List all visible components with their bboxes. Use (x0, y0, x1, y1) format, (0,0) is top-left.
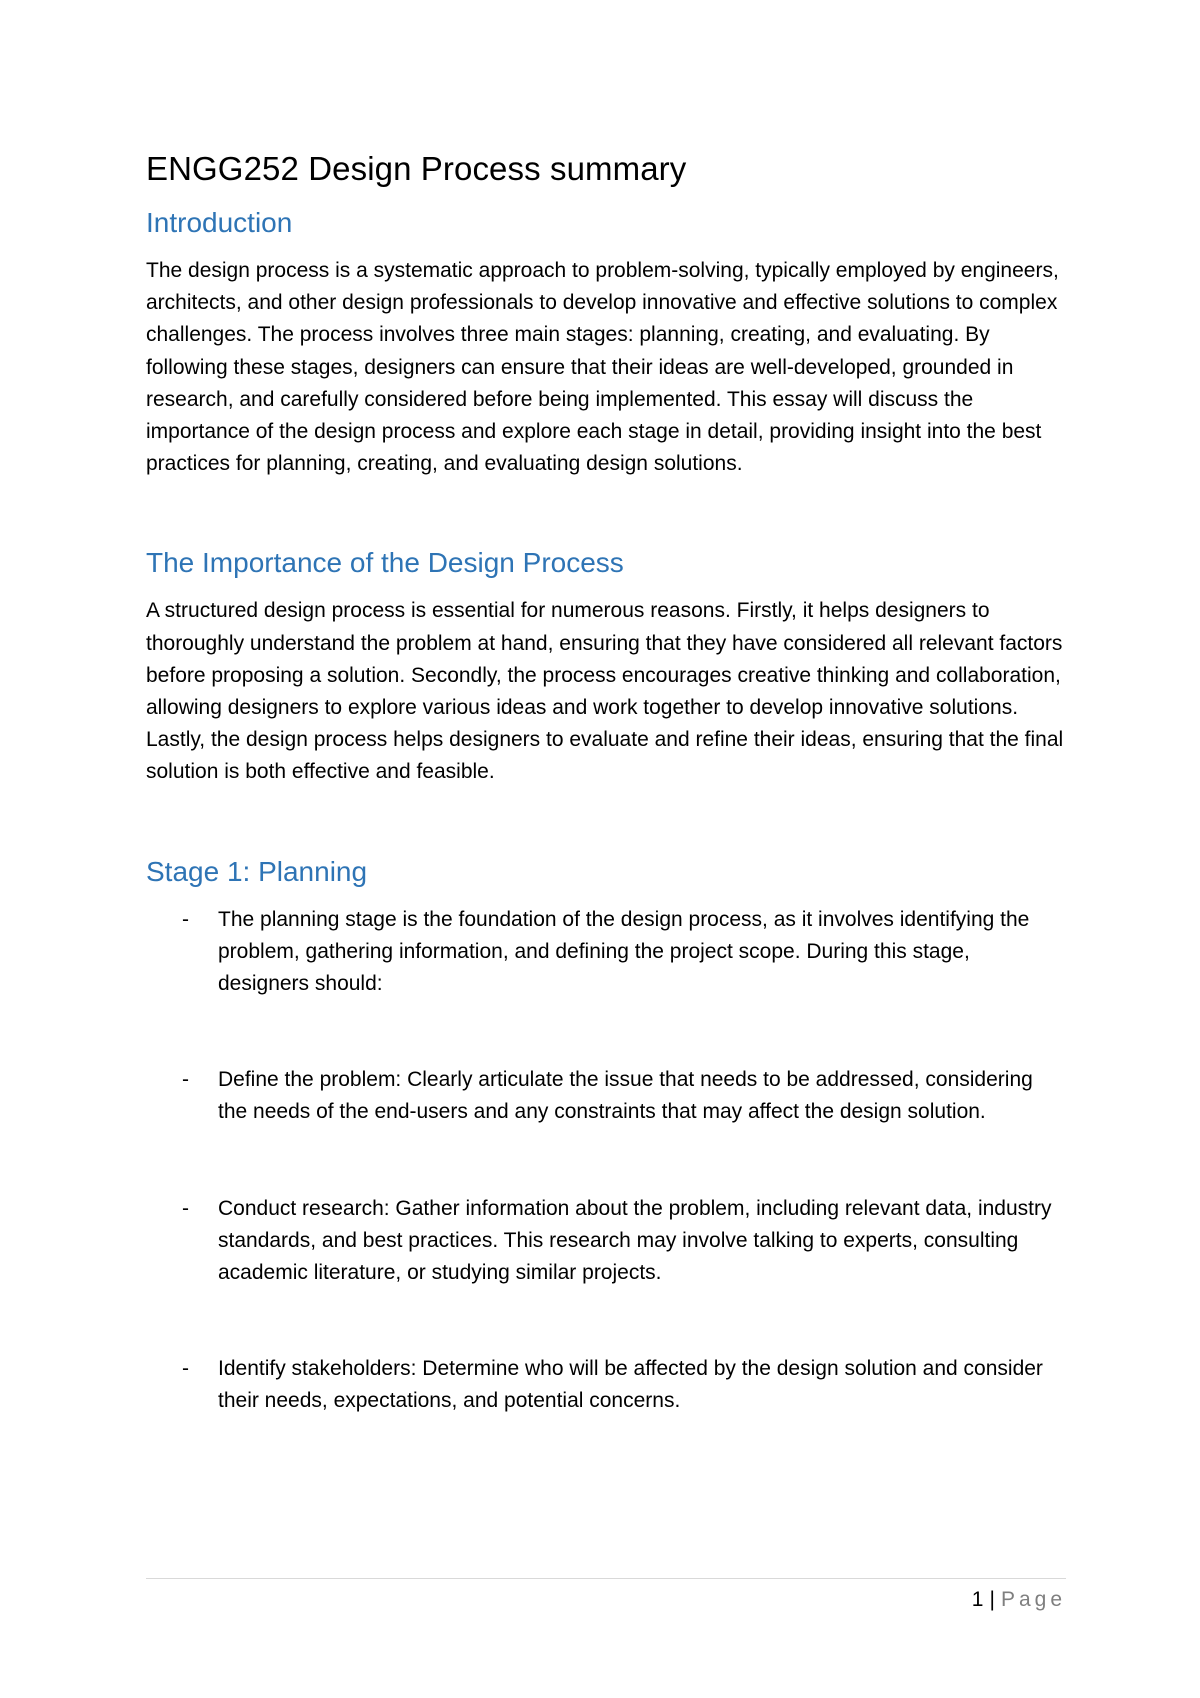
document-title: ENGG252 Design Process summary (146, 150, 687, 187)
page-label: Page (1000, 1588, 1066, 1611)
bullet-text: The planning stage is the foundation of the design process, as it involves identifying the problem, gathering information, and defining the project scope. During this stage, designers should: (218, 907, 1030, 996)
bullet-text: Identify stakeholders: Determine who will be affected by the design solution and consider their needs, expectations, and potential concerns. (218, 1357, 1043, 1413)
page-number: 1 (971, 1588, 984, 1611)
page-content (146, 148, 1066, 1482)
heading-importance: The Importance of the Design Process (146, 547, 624, 579)
bullet-item-planning-overview (146, 904, 1066, 1001)
heading-introduction: Introduction (146, 207, 293, 238)
dash-bullet-icon: - (182, 1068, 189, 1092)
bullet-item-conduct-research (146, 1193, 1066, 1290)
page-footer (146, 1578, 1066, 1615)
planning-bullet-list (146, 904, 1066, 1418)
bullet-item-define-problem (146, 1064, 1066, 1128)
dash-bullet-icon: - (182, 1196, 189, 1220)
importance-paragraph: A structured design process is essential for numerous reasons. Firstly, it helps designers to thoroughly understand the problem at hand, ensuring that they have considered all relevant factors before proposing a solution. Secondly, the process encourages creative thinking and collaboration, allowing designers to explore various ideas and work together to develop innovative solutions. Lastly, the design process helps designers to evaluate and refine their ideas, ensuring that the final solution is both effective and feasible. (146, 599, 1064, 784)
bullet-item-identify-stakeholders (146, 1353, 1066, 1417)
introduction-paragraph: The design process is a systematic approach to problem-solving, typically employed by engineers, architects, and other design professionals to develop innovative and effective solutions to complex challenges. The process involves three main stages: planning, creating, and evaluating. By following these stages, designers can ensure that their ideas are well-developed, grounded in research, and carefully considered before being implemented. This essay will discuss the importance of the design process and explore each stage in detail, providing insight into the best practices for planning, creating, and evaluating design solutions. (146, 259, 1059, 476)
bullet-text: Define the problem: Clearly articulate the issue that needs to be addressed, considering the needs of the end-users and any constraints that may affect the design solution. (218, 1068, 1033, 1124)
dash-bullet-icon: - (182, 907, 189, 931)
heading-stage-1-planning: Stage 1: Planning (146, 855, 368, 887)
bullet-text: Conduct research: Gather information about the problem, including relevant data, industry standards, and best practices. This research may involve talking to experts, consulting academic literature, or studying similar projects. (218, 1196, 1052, 1285)
dash-bullet-icon: - (182, 1357, 189, 1381)
footer-separator: | (989, 1588, 995, 1611)
